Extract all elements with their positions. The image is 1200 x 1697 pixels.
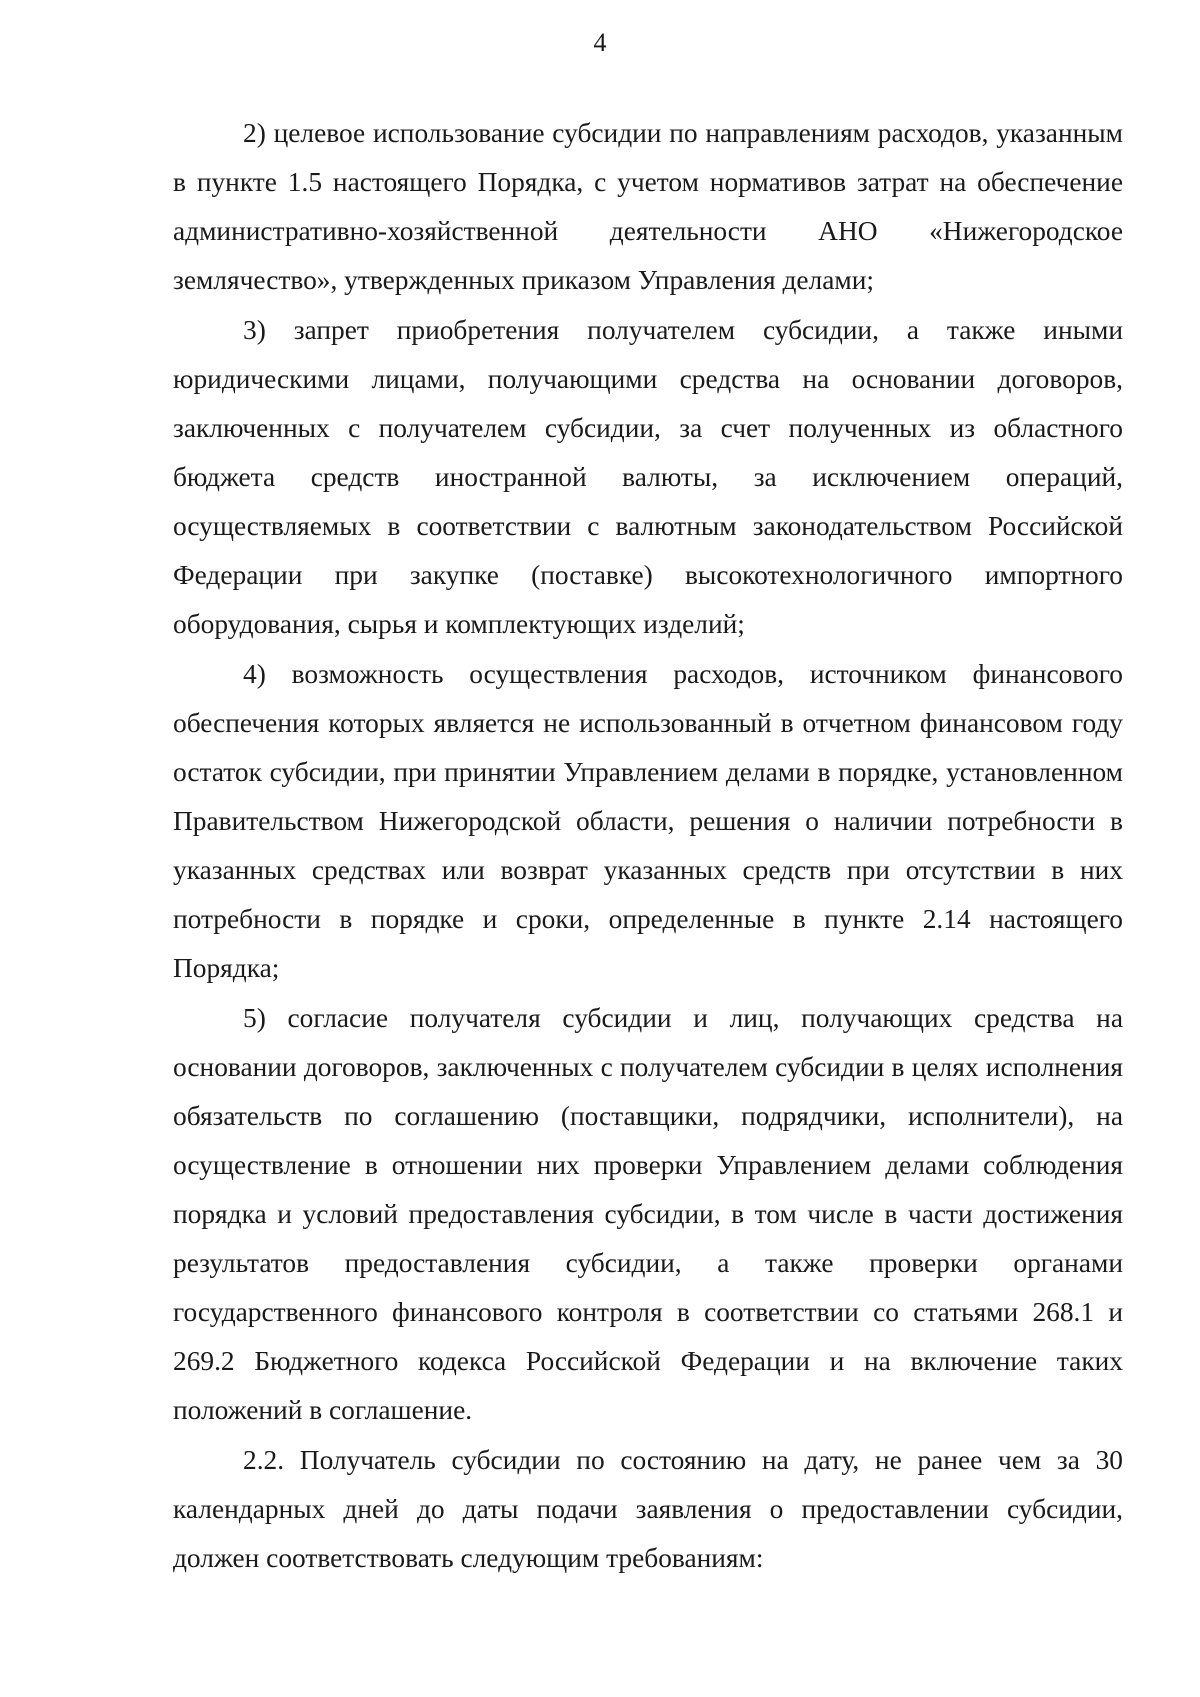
paragraph-item-4: 4) возможность осуществления расходов, источником финансового обеспечения которых является не использованный в отчетном финансовом году остаток субсидии, при принятии Управлением делами в порядке, установленном Правительством Нижегородской области, решения о наличии потребности в указанных средствах или возврат указанных средств при отсутствии в них потребности в порядке и сроки, определенные в пункте 2.14 настоящего Порядка; bbox=[173, 659, 1123, 983]
paragraph-item-3: 3) запрет приобретения получателем субсидии, а также иными юридическими лицами, получающими средства на основании договоров, заключенных с получателем субсидии, за счет полученных из областного бюджета средств иностранной валюты, за исключением операций, осуществляемых в соответствии с валютным законодательством Российской Федерации при закупке (поставке) высокотехнологичного импортного оборудования, сырья и комплектующих изделий; bbox=[173, 315, 1123, 639]
paragraph-section-2-2: 2.2. Получатель субсидии по состоянию на дату, не ранее чем за 30 календарных дней до даты подачи заявления о предоставлении субсидии, должен соответствовать следующим требованиям: bbox=[173, 1445, 1123, 1573]
document-body bbox=[173, 109, 1123, 1583]
paragraph-item-5: 5) согласие получателя субсидии и лиц, получающих средства на основании договоров, заключенных с получателем субсидии в целях исполнения обязательств по соглашению (поставщики, подрядчики, исполнители), на осуществление в отношении них проверки Управлением делами соблюдения порядка и условий предоставления субсидии, в том числе в части достижения результатов предоставления субсидии, а также проверки органами государственного финансового контроля в соответствии со статьями 268.1 и 269.2 Бюджетного кодекса Российской Федерации и на включение таких положений в соглашение. bbox=[173, 1003, 1123, 1425]
paragraph-item-2: 2) целевое использование субсидии по направлениям расходов, указанным в пункте 1.5 настоящего Порядка, с учетом нормативов затрат на обеспечение административно-хозяйственной деятельности АНО «Нижегородское землячество», утвержденных приказом Управления делами; bbox=[173, 118, 1123, 295]
page-number: 4 bbox=[593, 28, 607, 57]
